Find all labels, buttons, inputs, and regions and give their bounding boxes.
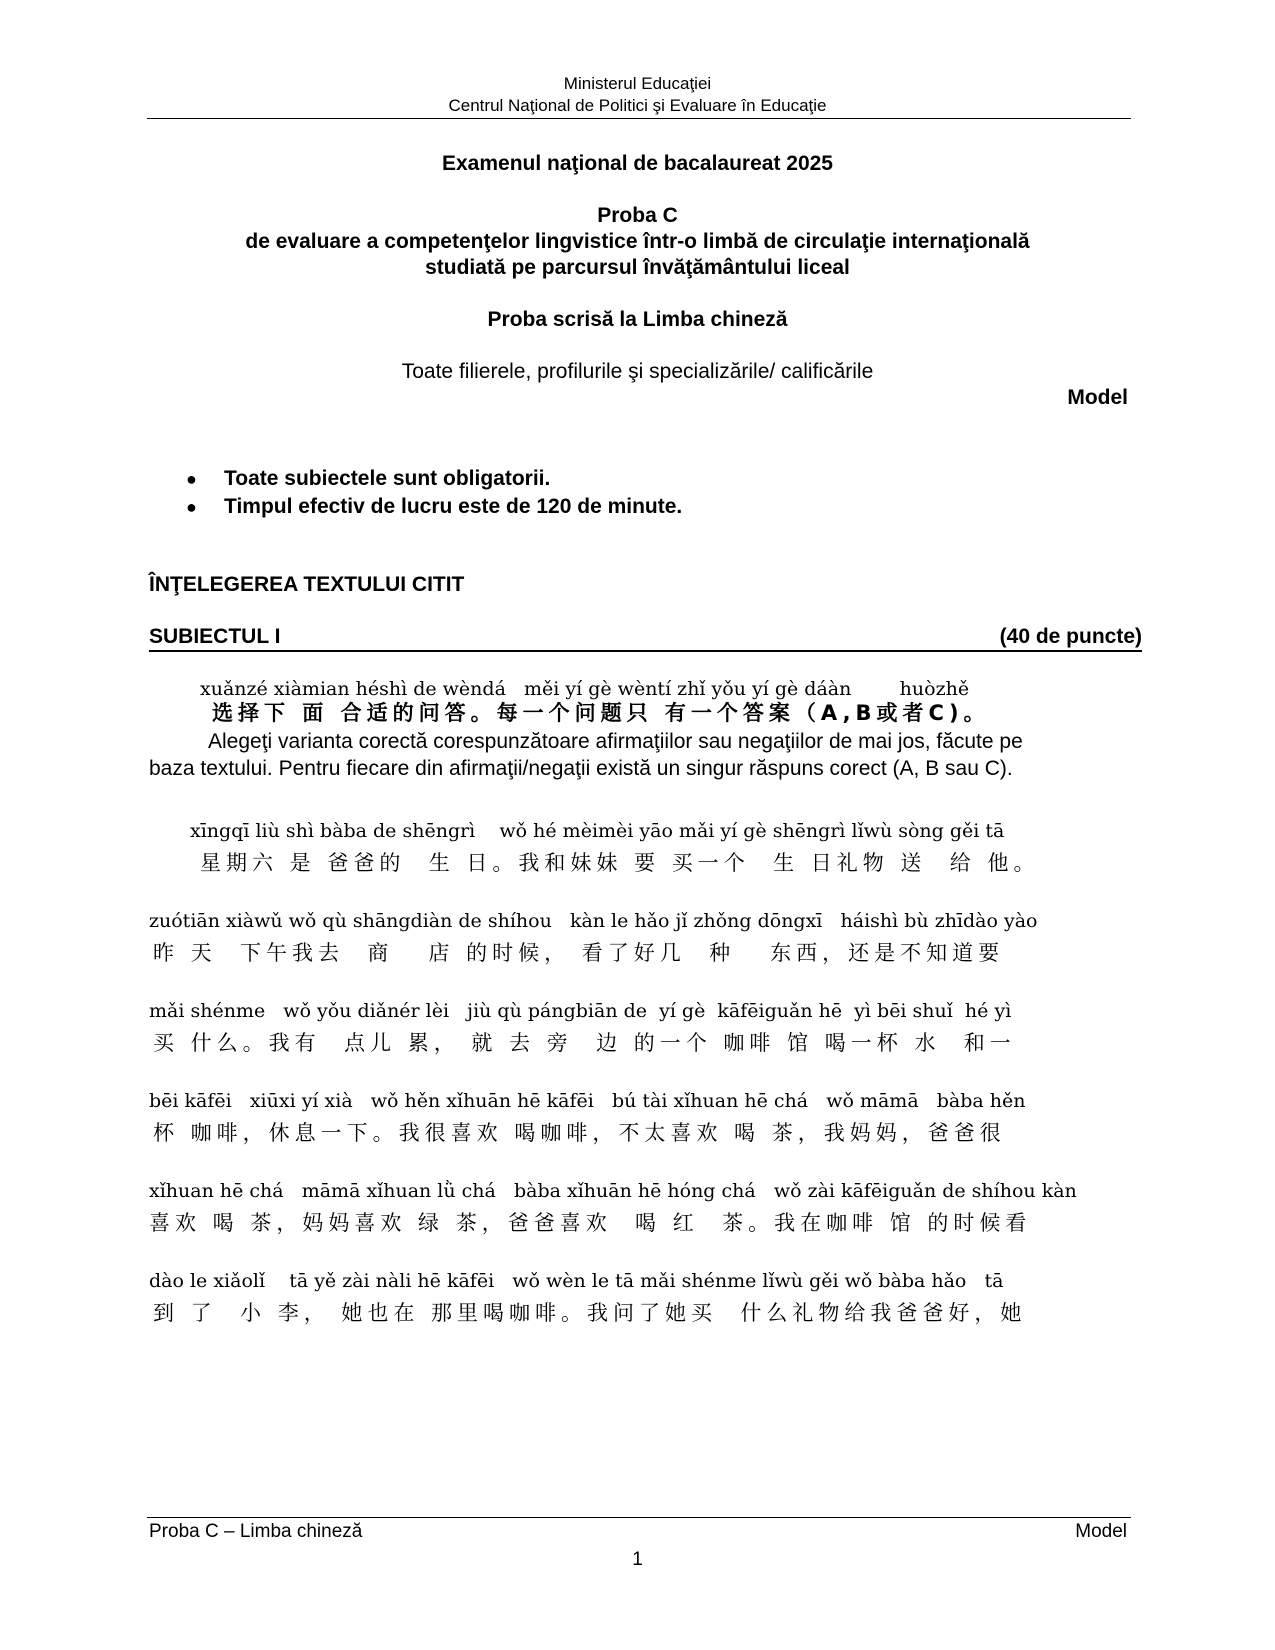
- proba-subtitle-line2: studiată pe parcursul învăţământului liceal: [425, 256, 850, 279]
- passage-hanzi-line: 买 什么。我有 点儿 累， 就 去 旁 边 的一个 咖啡 馆 喝一杯 水 和一: [153, 1031, 1016, 1055]
- passage-pinyin-line: xīngqī liù shì bàba de shēngrì wǒ hé mèimèi yāo mǎi yí gè shēngrì lǐwù sòng gěi tā: [190, 820, 1005, 842]
- bullet-icon: ●: [186, 469, 197, 489]
- instruction-pinyin: xuǎnzé xiàmian héshì de wèndá měi yí gè wèntí zhǐ yǒu yí gè dáàn huòzhě: [200, 678, 970, 700]
- proba-title: Proba C: [597, 204, 678, 227]
- passage-pinyin-line: dào le xiǎolǐ tā yě zài nàli hē kāfēi wǒ wèn le tā mǎi shénme lǐwù gěi wǒ bàba hǎo tā: [149, 1270, 1004, 1292]
- instruction-hanzi: 选择下 面 合适的问答。每一个问题只 有一个答案（A,B或者C)。: [212, 701, 990, 725]
- passage-pinyin-line: xǐhuan hē chá māmā xǐhuan lǜ chá bàba xǐhuān hē hóng chá wǒ zài kāfēiguǎn de shíhou kàn: [149, 1180, 1077, 1202]
- written-exam-title: Proba scrisă la Limba chineză: [487, 308, 788, 331]
- rule-item: [186, 465, 682, 493]
- proba-subtitle-line1: de evaluare a competenţelor lingvistice într-o limbă de circulaţie internaţională: [245, 230, 1030, 253]
- subject-label: SUBIECTUL I: [149, 625, 281, 648]
- passage-hanzi-line: 昨 天 下午我去 商 店 的时候， 看了好几 种 东西，还是不知道要: [153, 941, 1005, 965]
- bullet-icon: ●: [186, 497, 197, 517]
- rule-text: Timpul efectiv de lucru este de 120 de minute.: [224, 495, 683, 518]
- filiere-line: Toate filierele, profilurile şi specializările/ calificările: [401, 360, 874, 383]
- footer-model-label: Model: [1075, 1521, 1127, 1542]
- page-number: 1: [632, 1549, 643, 1570]
- instruction-romanian-line1: Alegeţi varianta corectă corespunzătoare afirmaţiilor sau negaţiilor de mai jos, făcute pe: [208, 730, 1023, 753]
- passage-hanzi-line: 星期六 是 爸爸的 生 日。我和妹妹 要 买一个 生 日礼物 送 给 他。: [200, 851, 1040, 875]
- header-divider: [147, 118, 1131, 119]
- rule-text: Toate subiectele sunt obligatorii.: [224, 467, 551, 490]
- rule-item: [186, 493, 682, 521]
- ministry-name: Ministerul Educaţiei: [563, 74, 712, 93]
- passage-pinyin-line: bēi kāfēi xiūxi yí xià wǒ hěn xǐhuān hē kāfēi bú tài xǐhuan hē chá wǒ māmā bàba hěn: [149, 1090, 1026, 1112]
- passage-hanzi-line: 到 了 小 李， 她也在 那里喝咖啡。我问了她买 什么礼物给我爸爸好，她: [153, 1301, 1027, 1325]
- subject-points: (40 de puncte): [999, 625, 1142, 648]
- footer-exam-name: Proba C – Limba chineză: [149, 1521, 363, 1542]
- passage-pinyin-line: mǎi shénme wǒ yǒu diǎnér lèi jiù qù pángbiān de yí gè kāfēiguǎn hē yì bēi shuǐ hé yì: [149, 1000, 1012, 1022]
- model-label: Model: [1067, 386, 1128, 409]
- passage-hanzi-line: 喜欢 喝 茶，妈妈喜欢 绿 茶，爸爸喜欢 喝 红 茶。我在咖啡 馆 的时候看: [149, 1211, 1032, 1235]
- center-name: Centrul Naţional de Politici şi Evaluare în Educaţie: [448, 96, 827, 115]
- passage-pinyin-line: zuótiān xiàwǔ wǒ qù shāngdiàn de shíhou kàn le hǎo jǐ zhǒng dōngxī háishì bù zhīdào yào: [149, 910, 1038, 932]
- section-heading: ÎNŢELEGEREA TEXTULUI CITIT: [149, 573, 465, 596]
- footer-divider: [147, 1517, 1131, 1518]
- exam-title: Examenul naţional de bacalaureat 2025: [441, 152, 833, 175]
- subject-row: [149, 624, 1142, 652]
- passage-hanzi-line: 杯 咖啡，休息一下。我很喜欢 喝咖啡，不太喜欢 喝 茶，我妈妈，爸爸很: [153, 1121, 1006, 1145]
- instruction-romanian-line2: baza textului. Pentru fiecare din afirmaţii/negaţii există un singur răspuns corect (A, B sau C).: [149, 757, 1013, 780]
- rules-list: [186, 465, 682, 521]
